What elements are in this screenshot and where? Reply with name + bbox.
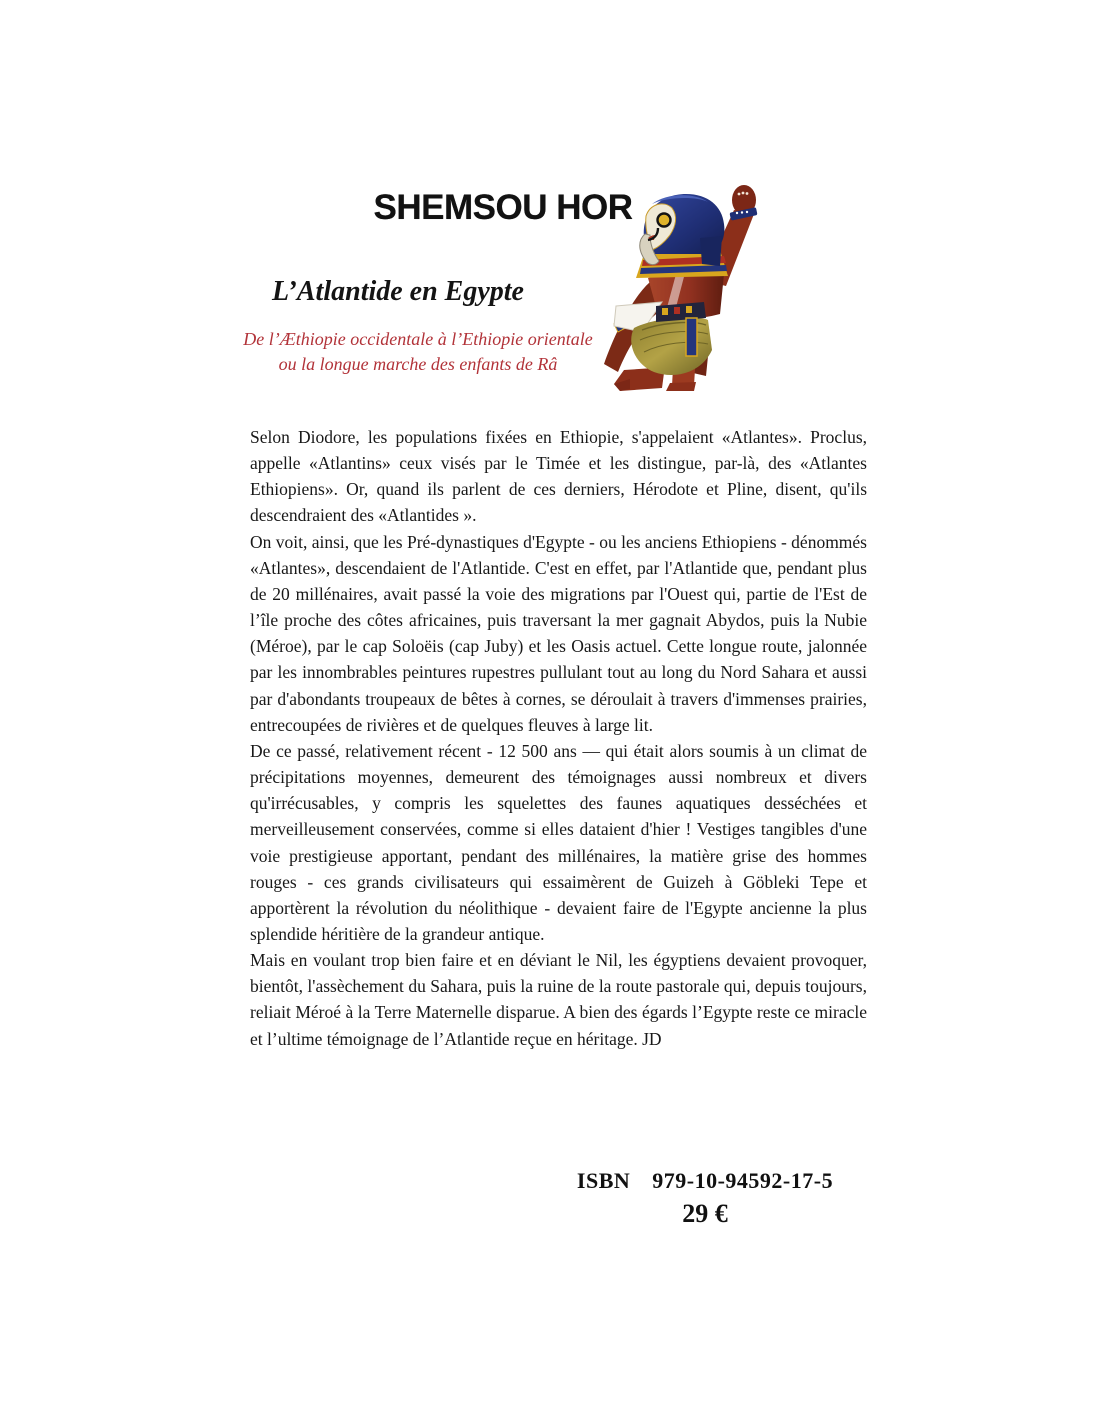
isbn-line <box>455 1168 955 1194</box>
isbn-label: ISBN <box>576 1168 631 1193</box>
footer <box>455 1168 955 1229</box>
tagline-line-2: ou la longue marche des enfants de Râ <box>278 354 558 374</box>
paragraph-3: De ce passé, relativement récent - 12 500 ans — qui était alors soumis à un climat de précipitations moyennes, demeurent des témoignages aussi nombreux et divers qu'irrécusables, y compris les squelettes des faunes aquatiques desséchées et merveilleusement conservées, comme si elles dataient d'hier ! Vestiges tangibles d'une voie prestigieuse apportant, pendant des millénaires, la matière grise des hommes rouges - ces grands civilisateurs qui essaimèrent de Guizeh à Göbleki Tepe et apportèrent la révolution du néolithique - devaient faire de l'Egypte ancienne la plus splendide héritière de la grandeur antique. <box>250 740 867 944</box>
paragraph-2: On voit, ainsi, que les Pré-dynastiques d'Egypte - ou les anciens Ethiopiens - dénommés «Atlantes», descendaient de l'Atlantide. C'est en effet, par l'Atlantide que, pendant plus de 20 millénaires, avait passé la voie des migrations par l'Ouest qui, partie de l'Est de l’île proche des côtes africaines, puis traversant la mer gagnait Abydos, puis la Nubie (Méroe), par le cap Soloëis (cap Juby) et les Oasis actuel. Cette longue route, jalonnée par les innombrables peintures rupestres pullulant tout au long du Nord Sahara et aussi par d'abondants troupeaux de bêtes à cornes, se déroulait à travers d'immenses prairies, entrecoupées de rivières et de quelques fleuves à large lit. <box>250 531 867 735</box>
back-cover-text <box>250 424 867 1052</box>
paragraph-4: Mais en voulant trop bien faire et en déviant le Nil, les égyptiens devaient provoquer, bientôt, l'assèchement du Sahara, puis la ruine de la route pastorale qui, depuis toujours, reliait Méroé à la Terre Maternelle disparue. A bien des égards l’Egypte reste ce miracle et l’ultime témoignage de l’Atlantide reçue en héritage. JD <box>250 950 867 1049</box>
tagline <box>228 327 608 377</box>
horus-figure-icon <box>600 180 826 402</box>
series-title: SHEMSOU HOR <box>373 188 633 227</box>
paragraph-1: Selon Diodore, les populations fixées en Ethiopie, s'appelaient «Atlantes». Proclus, appelle «Atlantins» ceux visés par le Timée et les distingue, par-là, des «Atlantes Ethiopiens». Or, quand ils parlent de ces derniers, Hérodote et Pline, disent, qu'ils descendraient des «Atlantides ». <box>250 427 867 526</box>
isbn-number: 979-10-94592-17-5 <box>652 1168 834 1193</box>
illustration-container <box>600 180 826 402</box>
book-title: L’Atlantide en Egypte <box>272 276 524 307</box>
price: 29 € <box>682 1199 728 1228</box>
tagline-line-1: De l’Æthiopie occidentale à l’Ethiopie orientale <box>243 329 593 349</box>
